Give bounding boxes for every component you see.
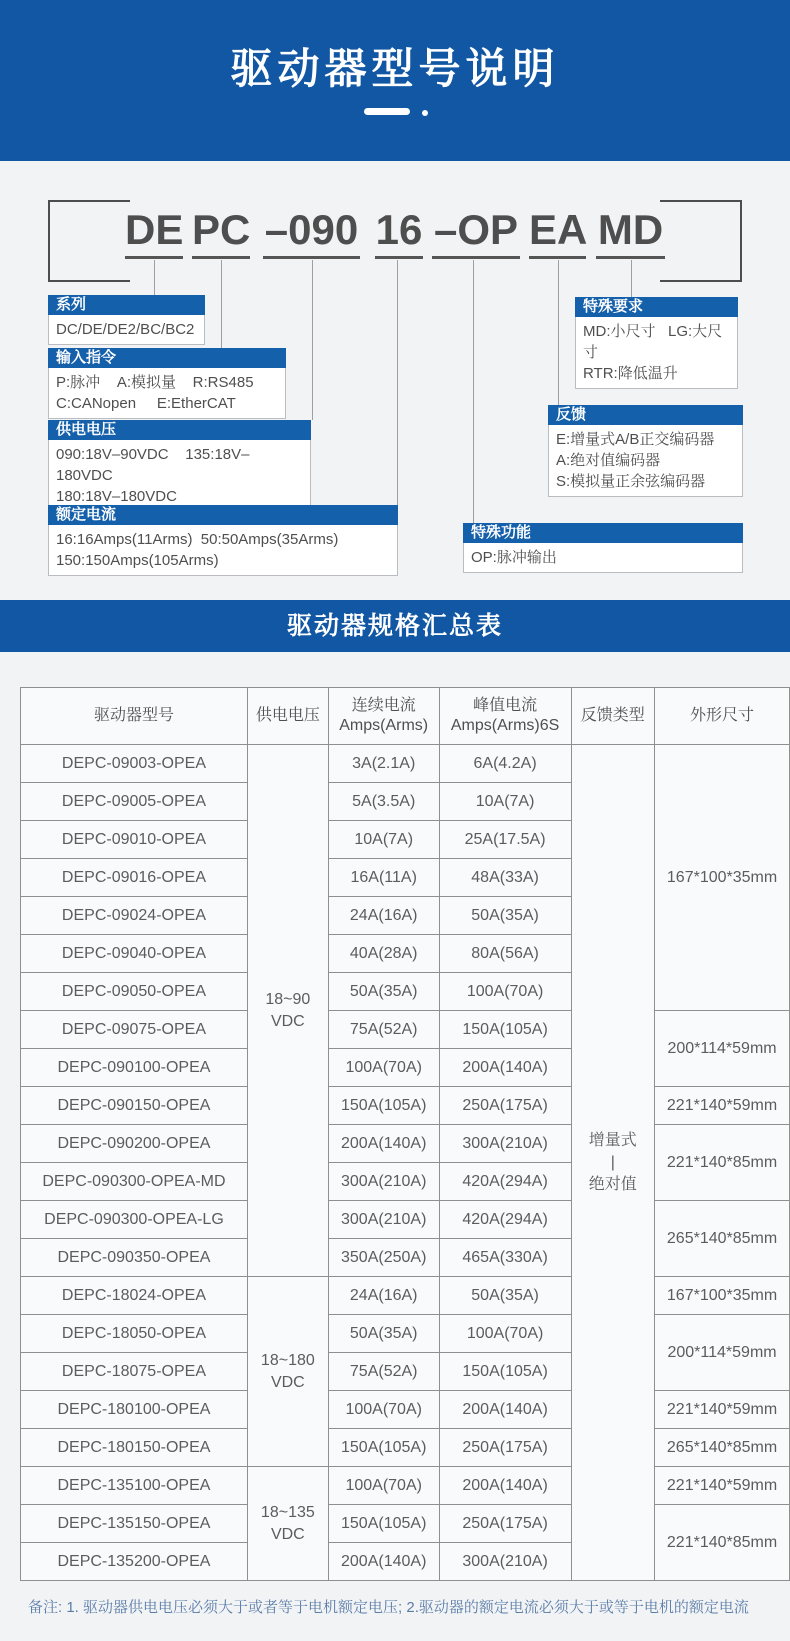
table-row	[21, 1505, 790, 1543]
peak-current-cell: 200A(140A)	[439, 1391, 571, 1429]
model-cell: DEPC-09005-OPEA	[21, 783, 248, 821]
model-cell: DEPC-090300-OPEA-LG	[21, 1201, 248, 1239]
callout-rated-current	[48, 505, 398, 576]
model-cell: DEPC-135150-OPEA	[21, 1505, 248, 1543]
callout-line: A:绝对值编码器	[556, 452, 661, 469]
model-cell: DEPC-090200-OPEA	[21, 1125, 248, 1163]
connector-line	[558, 260, 559, 405]
column-header	[21, 688, 248, 745]
model-cell: DEPC-09050-OPEA	[21, 973, 248, 1011]
table-row	[21, 1201, 790, 1239]
footnote: 备注: 1. 驱动器供电电压必须大于或者等于电机额定电压; 2.驱动器的额定电流必须大于或等于电机的额定电流	[28, 1599, 749, 1616]
title-underline-dash	[364, 108, 410, 115]
dimension-cell: 200*114*59mm	[655, 1315, 790, 1391]
model-cell: DEPC-18050-OPEA	[21, 1315, 248, 1353]
callout-supply-voltage	[48, 420, 311, 512]
callout-supply-voltage-body	[48, 440, 311, 512]
dimension-cell: 221*140*59mm	[655, 1087, 790, 1125]
table-row	[21, 1277, 790, 1315]
callout-feedback-title: 反馈	[548, 405, 743, 425]
continuous-current-cell: 24A(16A)	[328, 1277, 439, 1315]
callout-special-requirement-title: 特殊要求	[575, 297, 738, 317]
peak-current-cell: 300A(210A)	[439, 1543, 571, 1581]
callout-line: 090:18V–90VDC 135:18V–180VDC	[56, 446, 250, 484]
spec-table-body	[21, 745, 790, 1581]
dimension-cell: 265*140*85mm	[655, 1201, 790, 1277]
continuous-current-cell: 150A(105A)	[328, 1505, 439, 1543]
column-header	[328, 688, 439, 745]
callout-input-command-title: 输入指令	[48, 348, 286, 368]
connector-line	[397, 260, 398, 505]
continuous-current-cell: 300A(210A)	[328, 1163, 439, 1201]
callout-feedback-body	[548, 425, 743, 497]
dimension-cell: 167*100*35mm	[655, 745, 790, 1011]
continuous-current-cell: 5A(3.5A)	[328, 783, 439, 821]
table-row	[21, 1467, 790, 1505]
callout-series-title: 系列	[48, 295, 205, 315]
model-cell: DEPC-09016-OPEA	[21, 859, 248, 897]
column-header-line: Amps(Arms)6S	[450, 717, 560, 734]
model-cell: DEPC-090100-OPEA	[21, 1049, 248, 1087]
model-cell: DEPC-18024-OPEA	[21, 1277, 248, 1315]
callout-rated-current-body	[48, 525, 398, 576]
continuous-current-cell: 24A(16A)	[328, 897, 439, 935]
callout-line: RTR:降低温升	[583, 365, 678, 382]
voltage-cell	[247, 1467, 328, 1581]
model-segment: DE	[125, 206, 183, 259]
callout-line: P:脉冲 A:模拟量 R:RS485	[56, 374, 254, 391]
callout-line: MD:小尺寸 LG:大尺寸	[583, 323, 723, 361]
callout-special-requirement	[575, 297, 738, 389]
peak-current-cell: 300A(210A)	[439, 1125, 571, 1163]
feedback-cell-line: |	[610, 1153, 615, 1171]
column-header	[655, 688, 790, 745]
peak-current-cell: 6A(4.2A)	[439, 745, 571, 783]
peak-current-cell: 200A(140A)	[439, 1467, 571, 1505]
callout-input-command-body	[48, 368, 286, 419]
dimension-cell: 221*140*85mm	[655, 1125, 790, 1201]
model-cell: DEPC-090300-OPEA-MD	[21, 1163, 248, 1201]
callout-input-command	[48, 348, 286, 419]
peak-current-cell: 100A(70A)	[439, 1315, 571, 1353]
callout-supply-voltage-title: 供电电压	[48, 420, 311, 440]
dimension-cell: 200*114*59mm	[655, 1011, 790, 1087]
voltage-cell-line: VDC	[270, 1373, 305, 1391]
model-cell: DEPC-135100-OPEA	[21, 1467, 248, 1505]
callout-special-function-title: 特殊功能	[463, 523, 743, 543]
table-row	[21, 1429, 790, 1467]
model-cell: DEPC-090350-OPEA	[21, 1239, 248, 1277]
connector-line	[631, 260, 632, 297]
continuous-current-cell: 100A(70A)	[328, 1467, 439, 1505]
continuous-current-cell: 150A(105A)	[328, 1087, 439, 1125]
connector-line	[154, 260, 155, 295]
feedback-cell-line: 增量式	[588, 1131, 637, 1149]
column-header-line: 反馈类型	[580, 707, 645, 724]
callout-special-function-body	[463, 543, 743, 573]
spec-table-banner	[0, 600, 790, 652]
model-segment: MD	[596, 206, 665, 259]
continuous-current-cell: 100A(70A)	[328, 1391, 439, 1429]
continuous-current-cell: 50A(35A)	[328, 973, 439, 1011]
dimension-cell: 221*140*59mm	[655, 1467, 790, 1505]
voltage-cell-line: 18~90	[265, 990, 311, 1008]
model-cell: DEPC-18075-OPEA	[21, 1353, 248, 1391]
column-header	[247, 688, 328, 745]
title-underline-dot	[422, 110, 428, 116]
spec-table-banner-title: 驱动器规格汇总表	[286, 612, 503, 640]
model-cell: DEPC-09024-OPEA	[21, 897, 248, 935]
callout-special-requirement-body	[575, 317, 738, 389]
table-row	[21, 1087, 790, 1125]
column-header-line: Amps(Arms)	[339, 717, 429, 734]
feedback-cell	[571, 745, 655, 1581]
model-frame-left-bracket	[48, 200, 130, 282]
continuous-current-cell: 10A(7A)	[328, 821, 439, 859]
continuous-current-cell: 350A(250A)	[328, 1239, 439, 1277]
model-cell: DEPC-135200-OPEA	[21, 1543, 248, 1581]
model-segment: –OP	[432, 206, 520, 259]
peak-current-cell: 420A(294A)	[439, 1201, 571, 1239]
voltage-cell-line: 18~135	[260, 1503, 315, 1521]
peak-current-cell: 150A(105A)	[439, 1011, 571, 1049]
page-title: 驱动器型号说明	[230, 45, 560, 92]
peak-current-cell: 48A(33A)	[439, 859, 571, 897]
table-row	[21, 1315, 790, 1353]
dimension-cell: 221*140*59mm	[655, 1391, 790, 1429]
continuous-current-cell: 3A(2.1A)	[328, 745, 439, 783]
continuous-current-cell: 75A(52A)	[328, 1011, 439, 1049]
peak-current-cell: 50A(35A)	[439, 1277, 571, 1315]
callout-line: 16:16Amps(11Arms) 50:50Amps(35Arms)	[56, 531, 339, 548]
callout-series	[48, 295, 205, 345]
callout-line: S:模拟量正余弦编码器	[556, 473, 706, 490]
voltage-cell-line: VDC	[270, 1525, 305, 1543]
table-row	[21, 1125, 790, 1163]
voltage-cell	[247, 745, 328, 1277]
model-cell: DEPC-090150-OPEA	[21, 1087, 248, 1125]
model-cell: DEPC-09040-OPEA	[21, 935, 248, 973]
column-header-line: 供电电压	[255, 707, 320, 724]
callout-rated-current-title: 额定电流	[48, 505, 398, 525]
peak-current-cell: 465A(330A)	[439, 1239, 571, 1277]
peak-current-cell: 250A(175A)	[439, 1087, 571, 1125]
model-segment: 16	[375, 206, 423, 259]
voltage-cell-line: 18~180	[260, 1351, 315, 1369]
table-row	[21, 1391, 790, 1429]
continuous-current-cell: 200A(140A)	[328, 1543, 439, 1581]
continuous-current-cell: 200A(140A)	[328, 1125, 439, 1163]
callout-line: OP:脉冲输出	[471, 549, 557, 566]
peak-current-cell: 420A(294A)	[439, 1163, 571, 1201]
dimension-cell: 265*140*85mm	[655, 1429, 790, 1467]
connector-line	[473, 260, 474, 523]
continuous-current-cell: 50A(35A)	[328, 1315, 439, 1353]
peak-current-cell: 25A(17.5A)	[439, 821, 571, 859]
callout-line: DC/DE/DE2/BC/BC2	[56, 321, 195, 338]
column-header-line: 驱动器型号	[93, 707, 174, 724]
voltage-cell-line: VDC	[270, 1012, 305, 1030]
connector-line	[221, 260, 222, 348]
column-header	[571, 688, 655, 745]
peak-current-cell: 200A(140A)	[439, 1049, 571, 1087]
callout-line: 180:18V–180VDC	[56, 488, 177, 505]
model-cell: DEPC-09010-OPEA	[21, 821, 248, 859]
continuous-current-cell: 40A(28A)	[328, 935, 439, 973]
dimension-cell: 167*100*35mm	[655, 1277, 790, 1315]
column-header-line: 峰值电流	[473, 697, 538, 714]
dimension-cell: 221*140*85mm	[655, 1505, 790, 1581]
peak-current-cell: 50A(35A)	[439, 897, 571, 935]
peak-current-cell: 250A(175A)	[439, 1429, 571, 1467]
connector-line	[312, 260, 313, 420]
table-row	[21, 745, 790, 783]
continuous-current-cell: 75A(52A)	[328, 1353, 439, 1391]
model-cell: DEPC-09003-OPEA	[21, 745, 248, 783]
voltage-cell	[247, 1277, 328, 1467]
spec-table-head	[21, 688, 790, 745]
column-header-line: 连续电流	[351, 697, 416, 714]
model-segment: EA	[529, 206, 586, 259]
model-cell: DEPC-180150-OPEA	[21, 1429, 248, 1467]
model-segment: –090	[263, 206, 360, 259]
table-row	[21, 1011, 790, 1049]
peak-current-cell: 100A(70A)	[439, 973, 571, 1011]
callout-feedback	[548, 405, 743, 497]
column-header	[439, 688, 571, 745]
continuous-current-cell: 16A(11A)	[328, 859, 439, 897]
model-cell: DEPC-09075-OPEA	[21, 1011, 248, 1049]
peak-current-cell: 150A(105A)	[439, 1353, 571, 1391]
callout-line: C:CANopen E:EtherCAT	[56, 395, 236, 412]
continuous-current-cell: 150A(105A)	[328, 1429, 439, 1467]
peak-current-cell: 250A(175A)	[439, 1505, 571, 1543]
callout-special-function	[463, 523, 743, 573]
spec-table	[20, 687, 790, 1581]
continuous-current-cell: 100A(70A)	[328, 1049, 439, 1087]
model-cell: DEPC-180100-OPEA	[21, 1391, 248, 1429]
callout-line: 150:150Amps(105Arms)	[56, 552, 219, 569]
model-segment: PC	[192, 206, 250, 259]
continuous-current-cell: 300A(210A)	[328, 1201, 439, 1239]
callout-series-body	[48, 315, 205, 345]
peak-current-cell: 10A(7A)	[439, 783, 571, 821]
feedback-cell-line: 绝对值	[588, 1175, 637, 1193]
callout-line: E:增量式A/B正交编码器	[556, 431, 715, 448]
model-frame-right-bracket	[660, 200, 742, 282]
column-header-line: 外形尺寸	[690, 707, 755, 724]
peak-current-cell: 80A(56A)	[439, 935, 571, 973]
header-band	[0, 0, 790, 161]
